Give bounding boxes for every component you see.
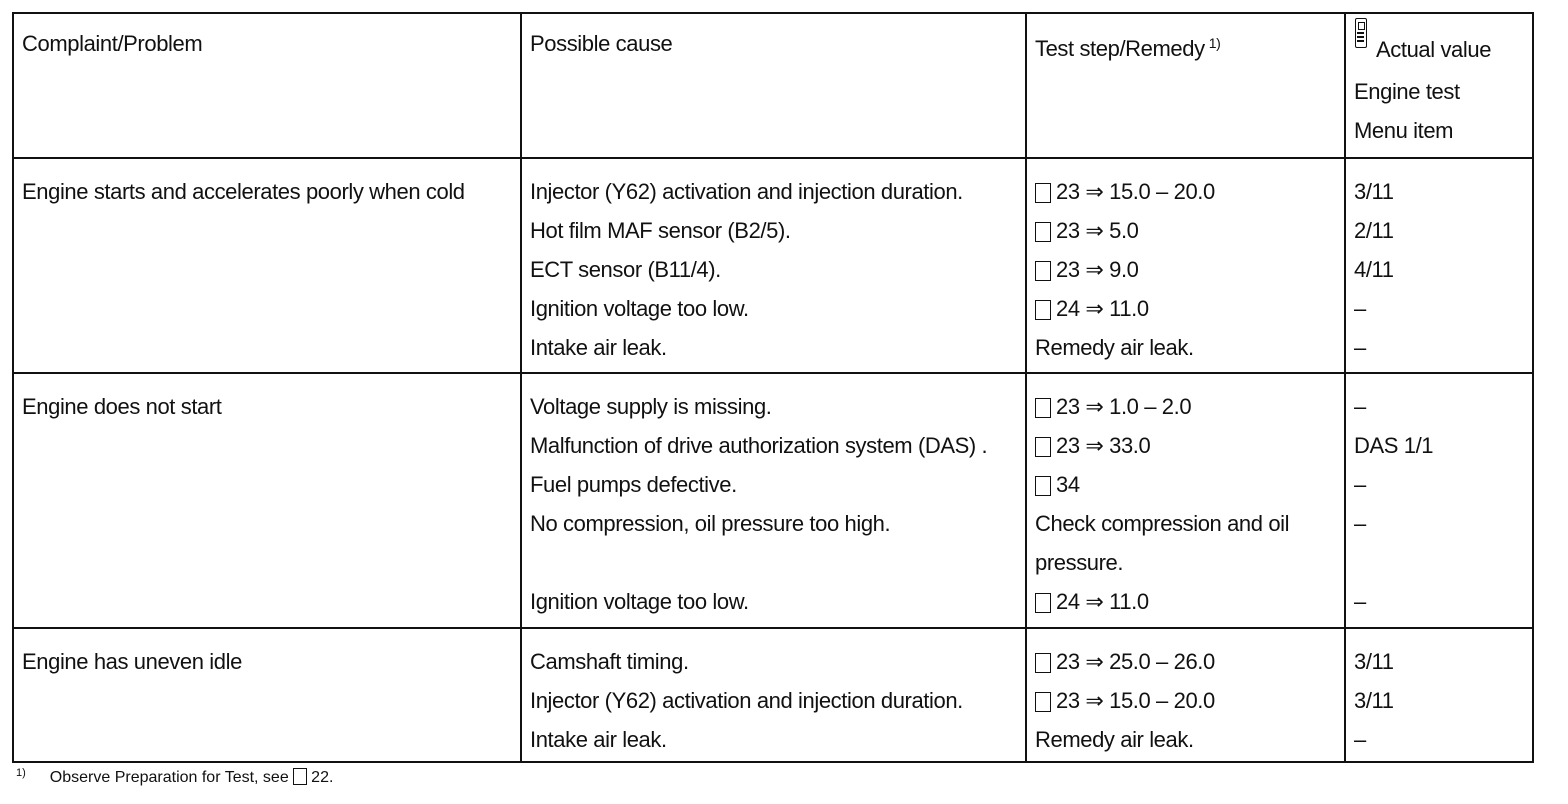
complaint-text: Engine does not start <box>22 394 222 419</box>
page-reference-box-icon <box>1035 593 1051 613</box>
cause-text: Injector (Y62) activation and injection duration. <box>530 688 963 713</box>
actual-value-text: DAS 1/1 <box>1354 433 1434 458</box>
column-divider <box>1025 12 1027 763</box>
test-step-text: 23 ⇒ 9.0 <box>1056 257 1139 282</box>
actual-value-text: – <box>1354 335 1366 360</box>
cause-text: ECT sensor (B11/4). <box>530 257 721 282</box>
test-step <box>1035 582 1149 621</box>
column-divider <box>520 12 522 763</box>
actual-value-text: – <box>1354 296 1366 321</box>
footnote-mark: 1) <box>16 767 26 779</box>
cause-text: Camshaft timing. <box>530 649 689 674</box>
test-step <box>1035 250 1139 289</box>
test-step <box>1035 426 1150 465</box>
cause-text: Ignition voltage too low. <box>530 589 749 614</box>
test-step-text: 23 ⇒ 1.0 – 2.0 <box>1056 394 1192 419</box>
test-step <box>1035 387 1191 426</box>
actual-value-text: 4/11 <box>1354 257 1394 282</box>
header-actual-line2: Engine test <box>1354 79 1460 104</box>
header-cause: Possible cause <box>530 31 673 56</box>
actual-value-text: – <box>1354 727 1366 752</box>
test-step-text: 23 ⇒ 15.0 – 20.0 <box>1056 688 1215 713</box>
cause-text: Injector (Y62) activation and injection duration. <box>530 179 963 204</box>
actual-value-text: 2/11 <box>1354 218 1394 243</box>
page-reference-box-icon <box>1035 437 1051 457</box>
test-step <box>1035 720 1194 759</box>
test-step <box>1035 211 1139 250</box>
row-divider <box>12 372 1534 374</box>
complaint-text: Engine has uneven idle <box>22 649 242 674</box>
test-step-text: Remedy air leak. <box>1035 727 1194 752</box>
cause-text: Fuel pumps defective. <box>530 472 737 497</box>
test-step <box>1035 543 1123 582</box>
column-divider <box>1344 12 1346 763</box>
test-step-text: 23 ⇒ 5.0 <box>1056 218 1139 243</box>
footnote <box>16 767 333 787</box>
cause-text: No compression, oil pressure too high. <box>530 511 891 536</box>
test-step-text: pressure. <box>1035 550 1124 575</box>
actual-value-text: 3/11 <box>1354 649 1394 674</box>
cause-text: Malfunction of drive authorization system (DAS) . <box>530 433 988 458</box>
test-step-text: 23 ⇒ 15.0 – 20.0 <box>1056 179 1215 204</box>
actual-value-text: – <box>1354 589 1366 614</box>
test-step-text: Check compression and oil <box>1035 511 1290 536</box>
page-reference-box-icon <box>1035 222 1051 242</box>
header-actual-line1: Actual value <box>1376 37 1492 62</box>
page-reference-box-icon <box>1035 398 1051 418</box>
test-step-text: 24 ⇒ 11.0 <box>1056 589 1149 614</box>
row-divider <box>12 627 1534 629</box>
page-reference-box-icon <box>1035 183 1051 203</box>
test-step-text: Remedy air leak. <box>1035 335 1194 360</box>
test-step <box>1035 504 1289 543</box>
header-actual-line3: Menu item <box>1354 118 1454 143</box>
footnote-text: Observe Preparation for Test, see <box>49 769 289 786</box>
footnote-page: 22. <box>311 769 334 786</box>
actual-value-text: – <box>1354 511 1366 536</box>
complaint-text: Engine starts and accelerates poorly when cold <box>22 179 465 204</box>
test-step-text: 24 ⇒ 11.0 <box>1056 296 1149 321</box>
page-reference-box-icon <box>1035 692 1051 712</box>
cause-text: Ignition voltage too low. <box>530 296 749 321</box>
page-reference-box-icon <box>1035 653 1051 673</box>
cause-text: Intake air leak. <box>530 727 667 752</box>
row-divider <box>12 157 1534 159</box>
test-step <box>1035 289 1149 328</box>
test-step <box>1035 681 1215 720</box>
actual-value-text: – <box>1354 394 1366 419</box>
header-complaint: Complaint/Problem <box>22 31 203 56</box>
actual-value-text: 3/11 <box>1354 688 1394 713</box>
header-test-label: Test step/Remedy <box>1035 36 1205 61</box>
test-step <box>1035 642 1215 681</box>
header-test <box>1035 24 1220 68</box>
test-step <box>1035 465 1080 504</box>
page-reference-box-icon <box>293 768 307 785</box>
actual-value-text: 3/11 <box>1354 179 1394 204</box>
page-reference-box-icon <box>1035 300 1051 320</box>
tester-device-icon <box>1355 18 1367 48</box>
cause-text: Hot film MAF sensor (B2/5). <box>530 218 791 243</box>
page-reference-box-icon <box>1035 476 1051 496</box>
cause-text: Voltage supply is missing. <box>530 394 772 419</box>
cause-text: Intake air leak. <box>530 335 667 360</box>
test-step-text: 23 ⇒ 33.0 <box>1056 433 1151 458</box>
test-step <box>1035 172 1215 211</box>
test-step-text: 23 ⇒ 25.0 – 26.0 <box>1056 649 1215 674</box>
footnote-marker: 1) <box>1208 35 1221 51</box>
actual-value-text: – <box>1354 472 1366 497</box>
page-reference-box-icon <box>1035 261 1051 281</box>
test-step <box>1035 328 1194 367</box>
test-step-text: 34 <box>1056 472 1080 497</box>
